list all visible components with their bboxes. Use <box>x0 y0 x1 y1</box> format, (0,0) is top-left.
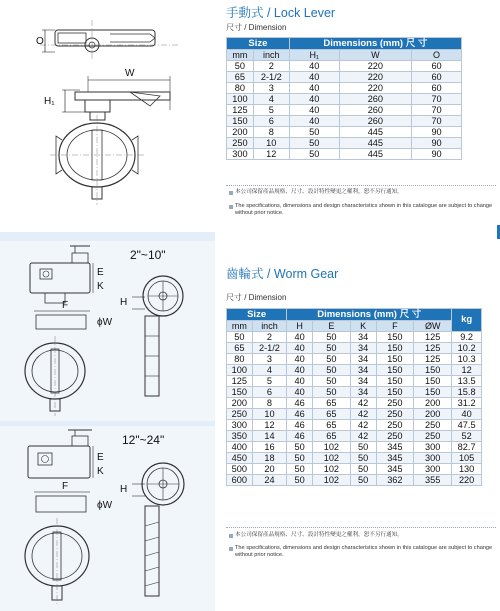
table-row <box>227 94 462 105</box>
dim-w-label-large: ϕW <box>97 500 113 511</box>
table-cell: 125 <box>414 332 452 343</box>
table-cell: 6 <box>253 116 289 127</box>
worm-note-en: The specifications, dimensions and design characteristics shown in this catalogue are subject to change without prior notice. <box>235 545 493 558</box>
table-cell: 150 <box>227 116 254 127</box>
table-cell: 150 <box>414 376 452 387</box>
worm-note-zh: 本公司保留產品規格、尺寸、設計特性變更之權利，恕不另行通知。 <box>235 532 403 538</box>
table-cell: 50 <box>289 138 339 149</box>
table-cell: 34 <box>350 343 376 354</box>
table-cell: 90 <box>412 138 462 149</box>
lock-size-header: Size <box>227 38 290 50</box>
table-cell: 250 <box>376 398 414 409</box>
table-cell: 40 <box>289 116 339 127</box>
table-cell: 50 <box>313 387 351 398</box>
table-cell: 105 <box>452 453 482 464</box>
table-cell: 9.2 <box>452 332 482 343</box>
table-cell: 250 <box>227 409 253 420</box>
table-cell: 20 <box>252 464 287 475</box>
table-cell: 10 <box>253 138 289 149</box>
table-cell: 12 <box>452 365 482 376</box>
table-cell: 40 <box>289 83 339 94</box>
table-cell: 10.3 <box>452 354 482 365</box>
table-cell: 125 <box>227 105 254 116</box>
worm-note-bullet-2 <box>229 547 233 551</box>
table-cell: 65 <box>313 431 351 442</box>
table-cell: 125 <box>414 354 452 365</box>
lock-col-header: mm <box>227 50 254 61</box>
table-cell: 70 <box>412 116 462 127</box>
table-cell: 220 <box>339 83 411 94</box>
table-cell: 3 <box>253 83 289 94</box>
table-cell: 40 <box>287 365 313 376</box>
table-cell: 150 <box>376 376 414 387</box>
table-cell: 6 <box>252 387 287 398</box>
table-cell: 250 <box>376 409 414 420</box>
table-cell: 50 <box>350 442 376 453</box>
table-row <box>227 116 462 127</box>
table-cell: 250 <box>376 420 414 431</box>
table-row <box>227 149 462 160</box>
table-cell: 200 <box>227 127 254 138</box>
table-cell: 445 <box>339 138 411 149</box>
table-cell: 200 <box>414 409 452 420</box>
table-cell: 65 <box>227 343 253 354</box>
table-cell: 2 <box>252 332 287 343</box>
worm-size-header: Size <box>227 309 287 321</box>
table-cell: 300 <box>227 420 253 431</box>
table-cell: 5 <box>253 105 289 116</box>
table-cell: 46 <box>287 409 313 420</box>
table-cell: 102 <box>313 453 351 464</box>
table-cell: 300 <box>227 149 254 160</box>
dim-h-label-large: H <box>120 484 128 495</box>
divider-strip <box>0 232 215 241</box>
table-cell: 50 <box>289 127 339 138</box>
table-row <box>227 354 482 365</box>
table-cell: 220 <box>452 475 482 486</box>
table-cell: 300 <box>414 464 452 475</box>
table-cell: 2-1/2 <box>253 72 289 83</box>
table-cell: 90 <box>412 149 462 160</box>
table-cell: 8 <box>253 127 289 138</box>
table-cell: 50 <box>289 149 339 160</box>
table-cell: 345 <box>376 464 414 475</box>
table-cell: 80 <box>227 354 253 365</box>
table-cell: 50 <box>287 453 313 464</box>
table-cell: 50 <box>313 354 351 365</box>
worm-gear-title: 齒輪式 / Worm Gear <box>226 267 339 281</box>
table-cell: 40 <box>287 343 313 354</box>
dim-h1-label: H₁ <box>44 96 55 107</box>
table-cell: 100 <box>227 365 253 376</box>
table-row <box>227 105 462 116</box>
worm-col-header: inch <box>252 321 287 332</box>
table-cell: 80 <box>227 83 254 94</box>
table-cell: 40 <box>287 387 313 398</box>
table-cell: 52 <box>452 431 482 442</box>
lock-lever-title: 手動式 / Lock Lever <box>226 6 336 20</box>
table-cell: 130 <box>452 464 482 475</box>
worm-dim-header: Dimensions (mm) 尺 寸 <box>287 309 452 321</box>
table-cell: 18 <box>252 453 287 464</box>
table-cell: 65 <box>313 398 351 409</box>
table-row <box>227 475 482 486</box>
dim-h-label-small: H <box>120 297 128 308</box>
table-cell: 355 <box>414 475 452 486</box>
table-row <box>227 127 462 138</box>
table-cell: 250 <box>227 138 254 149</box>
table-cell: 102 <box>313 442 351 453</box>
dim-o-label: O <box>36 36 44 47</box>
table-cell: 46 <box>287 420 313 431</box>
table-cell: 34 <box>350 387 376 398</box>
table-row <box>227 376 482 387</box>
dim-w-label-small: ϕW <box>97 317 113 328</box>
worm-gear-drawing-large <box>0 426 215 611</box>
table-cell: 150 <box>376 343 414 354</box>
table-cell: 8 <box>252 398 287 409</box>
table-cell: 10 <box>252 409 287 420</box>
dim-k-label-large: K <box>97 466 104 477</box>
lock-note-bullet <box>229 191 233 195</box>
table-cell: 2-1/2 <box>252 343 287 354</box>
table-cell: 260 <box>339 105 411 116</box>
table-cell: 260 <box>339 116 411 127</box>
size-range-large: 12"~24" <box>122 433 165 447</box>
table-cell: 70 <box>412 94 462 105</box>
table-cell: 70 <box>412 105 462 116</box>
worm-note-divider <box>226 527 496 528</box>
worm-col-header: mm <box>227 321 253 332</box>
table-row <box>227 138 462 149</box>
table-row <box>227 409 482 420</box>
table-cell: 60 <box>412 83 462 94</box>
table-cell: 50 <box>313 332 351 343</box>
table-cell: 40 <box>289 94 339 105</box>
lock-note-en: The specifications, dimensions and design characteristics shown in this catalogue are subject to change without prior notice. <box>235 203 493 216</box>
table-cell: 50 <box>227 332 253 343</box>
table-cell: 500 <box>227 464 253 475</box>
table-cell: 445 <box>339 149 411 160</box>
table-cell: 200 <box>414 398 452 409</box>
table-cell: 50 <box>227 61 254 72</box>
table-cell: 47.5 <box>452 420 482 431</box>
table-cell: 50 <box>287 475 313 486</box>
table-cell: 65 <box>227 72 254 83</box>
dim-k-label: K <box>97 281 104 292</box>
table-row <box>227 453 482 464</box>
table-cell: 5 <box>252 376 287 387</box>
table-cell: 125 <box>227 376 253 387</box>
table-cell: 65 <box>313 409 351 420</box>
table-cell: 13.5 <box>452 376 482 387</box>
table-cell: 34 <box>350 332 376 343</box>
table-cell: 345 <box>376 453 414 464</box>
table-cell: 14 <box>252 431 287 442</box>
table-row <box>227 442 482 453</box>
table-cell: 90 <box>412 127 462 138</box>
table-cell: 40 <box>289 61 339 72</box>
table-cell: 445 <box>339 127 411 138</box>
lock-lever-subtitle: 尺寸 / Dimension <box>226 23 287 32</box>
lock-note-divider <box>226 185 496 186</box>
table-cell: 50 <box>287 464 313 475</box>
table-cell: 300 <box>414 442 452 453</box>
table-cell: 400 <box>227 442 253 453</box>
dim-f-label-large: F <box>62 481 69 492</box>
lock-col-header: H₁ <box>289 50 339 61</box>
table-cell: 200 <box>227 398 253 409</box>
table-cell: 102 <box>313 464 351 475</box>
table-cell: 220 <box>339 72 411 83</box>
lock-note-zh: 本公司保留產品規格、尺寸、設計特性變更之權利，恕不另行通知。 <box>235 189 403 195</box>
table-cell: 150 <box>376 354 414 365</box>
table-cell: 34 <box>350 376 376 387</box>
table-cell: 102 <box>313 475 351 486</box>
dim-f-label: F <box>62 300 69 311</box>
table-cell: 60 <box>412 72 462 83</box>
worm-col-header: F <box>376 321 414 332</box>
worm-col-header: H <box>287 321 313 332</box>
table-cell: 220 <box>339 61 411 72</box>
worm-kg-header: kg <box>452 309 482 332</box>
table-cell: 40 <box>452 409 482 420</box>
dim-e-label: E <box>97 267 104 278</box>
table-row <box>227 83 462 94</box>
table-row <box>227 332 482 343</box>
table-cell: 40 <box>289 72 339 83</box>
table-cell: 50 <box>350 464 376 475</box>
table-cell: 350 <box>227 431 253 442</box>
table-cell: 24 <box>252 475 287 486</box>
table-cell: 250 <box>414 431 452 442</box>
table-cell: 260 <box>339 94 411 105</box>
lock-lever-drawing <box>0 0 215 232</box>
table-cell: 40 <box>287 332 313 343</box>
table-cell: 100 <box>227 94 254 105</box>
table-row <box>227 61 462 72</box>
table-cell: 40 <box>289 105 339 116</box>
lock-col-header: O <box>412 50 462 61</box>
table-cell: 4 <box>253 94 289 105</box>
table-cell: 50 <box>313 343 351 354</box>
table-cell: 600 <box>227 475 253 486</box>
table-cell: 50 <box>350 453 376 464</box>
table-cell: 450 <box>227 453 253 464</box>
table-cell: 150 <box>227 387 253 398</box>
table-row <box>227 365 482 376</box>
table-cell: 42 <box>350 409 376 420</box>
table-cell: 42 <box>350 398 376 409</box>
worm-gear-subtitle: 尺寸 / Dimension <box>226 293 287 302</box>
table-cell: 15.8 <box>452 387 482 398</box>
worm-gear-table <box>226 308 482 486</box>
table-cell: 150 <box>376 332 414 343</box>
table-cell: 150 <box>414 365 452 376</box>
table-cell: 40 <box>287 376 313 387</box>
table-cell: 42 <box>350 420 376 431</box>
table-cell: 65 <box>313 420 351 431</box>
table-cell: 50 <box>313 376 351 387</box>
dim-e-label-large: E <box>97 452 104 463</box>
table-cell: 50 <box>287 442 313 453</box>
lock-col-header: inch <box>253 50 289 61</box>
table-cell: 82.7 <box>452 442 482 453</box>
table-cell: 50 <box>313 365 351 376</box>
table-cell: 150 <box>376 365 414 376</box>
table-row <box>227 398 482 409</box>
worm-col-header: K <box>350 321 376 332</box>
table-cell: 50 <box>350 475 376 486</box>
table-cell: 46 <box>287 398 313 409</box>
size-range-small: 2"~10" <box>130 248 166 262</box>
table-cell: 125 <box>414 343 452 354</box>
table-cell: 250 <box>376 431 414 442</box>
table-cell: 12 <box>253 149 289 160</box>
table-cell: 4 <box>252 365 287 376</box>
table-row <box>227 431 482 442</box>
lock-dim-header: Dimensions (mm) 尺 寸 <box>289 38 461 50</box>
table-cell: 60 <box>412 61 462 72</box>
table-cell: 34 <box>350 365 376 376</box>
table-cell: 10.2 <box>452 343 482 354</box>
table-cell: 16 <box>252 442 287 453</box>
table-row <box>227 464 482 475</box>
table-cell: 150 <box>376 387 414 398</box>
table-cell: 42 <box>350 431 376 442</box>
table-row <box>227 72 462 83</box>
lock-note-bullet-2 <box>229 205 233 209</box>
table-cell: 34 <box>350 354 376 365</box>
table-cell: 12 <box>252 420 287 431</box>
table-cell: 2 <box>253 61 289 72</box>
table-cell: 40 <box>287 354 313 365</box>
worm-col-header: E <box>313 321 351 332</box>
lock-col-header: W <box>339 50 411 61</box>
table-cell: 345 <box>376 442 414 453</box>
table-row <box>227 343 482 354</box>
table-cell: 250 <box>414 420 452 431</box>
worm-gear-drawing-small <box>0 241 215 421</box>
table-cell: 46 <box>287 431 313 442</box>
table-cell: 362 <box>376 475 414 486</box>
table-cell: 150 <box>414 387 452 398</box>
table-cell: 31.2 <box>452 398 482 409</box>
worm-col-header: ØW <box>414 321 452 332</box>
dim-w-label: W <box>125 68 135 79</box>
worm-note-bullet <box>229 534 233 538</box>
table-row <box>227 387 482 398</box>
lock-lever-table <box>226 37 462 160</box>
table-cell: 3 <box>252 354 287 365</box>
table-cell: 300 <box>414 453 452 464</box>
table-row <box>227 420 482 431</box>
